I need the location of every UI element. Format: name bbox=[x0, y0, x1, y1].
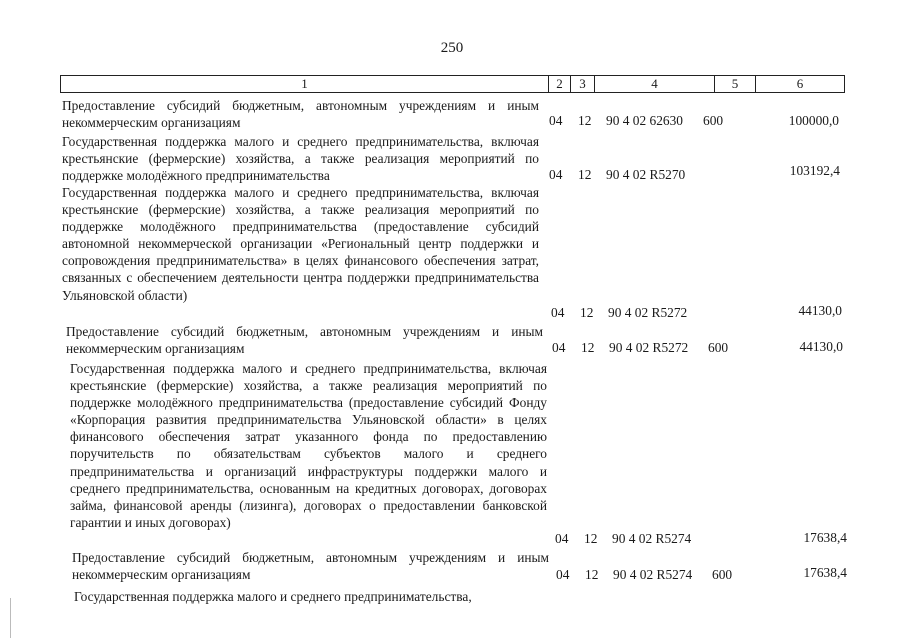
row-sum: 100000,0 bbox=[788, 113, 839, 128]
header-col-4: 4 bbox=[595, 76, 715, 92]
row-sum: 103192,4 bbox=[789, 163, 840, 178]
header-col-2: 2 bbox=[549, 76, 571, 92]
row-sum: 17638,4 bbox=[803, 530, 847, 545]
row-name: Государственная поддержка малого и среднего предпринимательства, bbox=[74, 589, 472, 604]
row-csr: 90 4 02 R5274 bbox=[613, 567, 693, 582]
row-rz: 04 bbox=[549, 113, 563, 128]
row-pr: 12 bbox=[578, 113, 592, 128]
header-col-1: 1 bbox=[61, 76, 549, 92]
row-name: Государственная поддержка малого и среднего предпринимательства, включая крестьянские (фермерские) хозяйства, а также реализация мероприятий по поддержке молодёжного предпринимательства bbox=[62, 134, 539, 184]
row-name: Государственная поддержка малого и среднего предпринимательства, включая крестьянские (фермерские) хозяйства, а также реализация мероприятий по поддержке молодёжного предпринимательства (предоставление субсидий автономной некоммерческой организации «Региональный центр поддержки и сопровождения предпринимательства» в целях финансового обеспечения затрат, связанных с обеспечением деятельности центра поддержки предпринимательства Ульяновской области) bbox=[62, 185, 539, 303]
page-number: 250 bbox=[440, 40, 464, 56]
row-pr: 12 bbox=[584, 531, 598, 546]
row-csr: 90 4 02 R5270 bbox=[606, 167, 686, 182]
row-rz: 04 bbox=[555, 531, 569, 546]
row-rz: 04 bbox=[552, 340, 566, 355]
row-pr: 12 bbox=[581, 340, 595, 355]
row-name: Предоставление субсидий бюджетным, автономным учреждениям и иным некоммерческим организациям bbox=[66, 324, 543, 357]
table-header bbox=[60, 75, 845, 93]
row-name: Предоставление субсидий бюджетным, автономным учреждениям и иным некоммерческим организациям bbox=[72, 550, 549, 583]
row-vr: 600 bbox=[712, 567, 733, 582]
header-col-6: 6 bbox=[796, 76, 804, 91]
row-sum: 17638,4 bbox=[803, 565, 847, 580]
header-col-3: 3 bbox=[571, 76, 595, 92]
scan-margin-line bbox=[10, 598, 11, 638]
row-vr: 600 bbox=[703, 113, 724, 128]
row-rz: 04 bbox=[549, 167, 563, 182]
row-pr: 12 bbox=[580, 305, 594, 320]
row-name: Предоставление субсидий бюджетным, автономным учреждениям и иным некоммерческим организациям bbox=[62, 98, 539, 131]
row-pr: 12 bbox=[578, 167, 592, 182]
row-name: Государственная поддержка малого и среднего предпринимательства, включая крестьянские (фермерские) хозяйства, а также реализация мероприятий по поддержке молодёжного предпринимательства (предоставление субсидий Фонду «Корпорация развития предпринимательства Ульяновской области» в целях финансового обеспечения затрат указанного фонда по предоставлению поручительств по обязательствам субъектов малого и среднего предпринимательства и организаций инфраструктуры поддержки малого и среднего предпринимательства, основанным на кредитных договорах, договорах займа, финансовой аренды (лизинга), договорах о предоставлении банковской гарантии и иных договорах) bbox=[70, 361, 547, 530]
row-csr: 90 4 02 R5272 bbox=[609, 340, 689, 355]
row-sum: 44130,0 bbox=[799, 339, 843, 354]
row-csr: 90 4 02 R5272 bbox=[608, 305, 688, 320]
row-csr: 90 4 02 62630 bbox=[606, 113, 683, 128]
header-col-5: 5 bbox=[715, 76, 756, 92]
row-vr: 600 bbox=[708, 340, 729, 355]
row-csr: 90 4 02 R5274 bbox=[612, 531, 692, 546]
row-sum: 44130,0 bbox=[798, 303, 842, 318]
row-rz: 04 bbox=[551, 305, 565, 320]
row-rz: 04 bbox=[556, 567, 570, 582]
row-pr: 12 bbox=[585, 567, 599, 582]
